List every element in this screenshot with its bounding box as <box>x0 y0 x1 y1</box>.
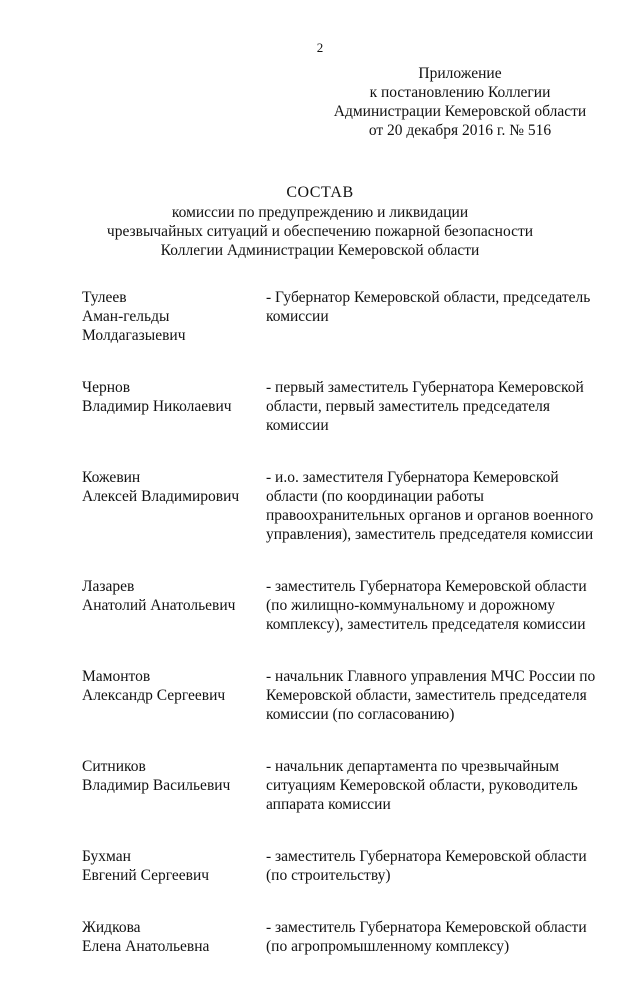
member-name-line: Анатолий Анатольевич <box>82 597 236 614</box>
member-name-line: Евгений Сергеевич <box>82 867 210 884</box>
members-list <box>82 288 602 989</box>
member-role-line: области (по координации работы <box>266 488 484 505</box>
member-row <box>82 847 602 885</box>
page-number: 2 <box>316 40 324 55</box>
member-role-line: ситуациям Кемеровской области, руководитель <box>266 777 578 794</box>
member-name-line: Жидкова <box>82 919 141 936</box>
member-role-line: аппарата комиссии <box>266 796 391 813</box>
member-role <box>262 918 602 956</box>
member-role-line: - начальник департамента по чрезвычайным <box>266 758 560 775</box>
member-name-line: Молдагазыевич <box>82 327 186 344</box>
document-title: СОСТАВ <box>286 184 354 201</box>
member-role <box>262 288 602 345</box>
appendix-line: к постановлению Коллегии <box>369 84 551 101</box>
heading-line: Коллегии Администрации Кемеровской области <box>160 242 480 259</box>
member-name-line: Елена Анатольевна <box>82 938 210 955</box>
member-name <box>82 757 262 814</box>
member-role-line: комиссии <box>266 417 329 434</box>
member-role-line: - заместитель Губернатора Кемеровской области <box>266 848 587 865</box>
member-role-line: - Губернатор Кемеровской области, председатель <box>266 289 591 306</box>
member-name-line: Тулеев <box>82 289 127 306</box>
member-role <box>262 847 602 885</box>
member-name <box>82 667 262 724</box>
document-heading <box>0 182 640 260</box>
member-role <box>262 378 602 435</box>
member-role-line: (по строительству) <box>266 867 391 884</box>
member-role-line: Кемеровской области, заместитель председателя <box>266 687 587 704</box>
member-row <box>82 757 602 814</box>
member-role-line: комплексу), заместитель председателя комиссии <box>266 616 586 633</box>
member-name-line: Лазарев <box>82 578 135 595</box>
appendix-line: от 20 декабря 2016 г. № 516 <box>368 122 552 139</box>
member-name <box>82 918 262 956</box>
appendix-line: Администрации Кемеровской области <box>333 103 587 120</box>
member-name-line: Алексей Владимирович <box>82 488 240 505</box>
member-name-line: Бухман <box>82 848 131 865</box>
appendix-line: Приложение <box>418 65 502 82</box>
member-row <box>82 577 602 634</box>
member-role-line: правоохранительных органов и органов военного <box>266 507 594 524</box>
member-name-line: Мамонтов <box>82 668 151 685</box>
member-role-line: управления), заместитель председателя комиссии <box>266 526 594 543</box>
member-role-line: области, первый заместитель председателя <box>266 398 550 415</box>
member-role-line: - и.о. заместителя Губернатора Кемеровской <box>266 469 559 486</box>
member-role-line: - заместитель Губернатора Кемеровской области <box>266 578 587 595</box>
heading-line: комиссии по предупреждению и ликвидации <box>171 204 469 221</box>
member-role <box>262 667 602 724</box>
member-name-line: Владимир Васильевич <box>82 777 231 794</box>
member-name <box>82 847 262 885</box>
member-role-line: - заместитель Губернатора Кемеровской области <box>266 919 587 936</box>
member-name-line: Владимир Николаевич <box>82 398 232 415</box>
member-role-line: - начальник Главного управления МЧС России по <box>266 668 596 685</box>
member-row <box>82 468 602 544</box>
member-name-line: Ситников <box>82 758 146 775</box>
member-role <box>262 577 602 634</box>
appendix-block <box>310 64 610 140</box>
member-row <box>82 918 602 956</box>
heading-line: чрезвычайных ситуаций и обеспечению пожарной безопасности <box>106 223 534 240</box>
member-name <box>82 577 262 634</box>
member-role <box>262 468 602 544</box>
member-role-line: комиссии <box>266 308 329 325</box>
member-name-line: Александр Сергеевич <box>82 687 226 704</box>
member-role-line: (по жилищно-коммунальному и дорожному <box>266 597 556 614</box>
member-name <box>82 288 262 345</box>
member-row <box>82 288 602 345</box>
member-role <box>262 757 602 814</box>
member-name-line: Кожевин <box>82 469 141 486</box>
member-name-line: Чернов <box>82 379 131 396</box>
member-role-line: комиссии (по согласованию) <box>266 706 455 723</box>
member-role-line: - первый заместитель Губернатора Кемеровской <box>266 379 584 396</box>
member-name-line: Аман-гельды <box>82 308 170 325</box>
member-role-line: (по агропромышленному комплексу) <box>266 938 510 955</box>
member-row <box>82 378 602 435</box>
member-name <box>82 468 262 544</box>
member-name <box>82 378 262 435</box>
member-row <box>82 667 602 724</box>
